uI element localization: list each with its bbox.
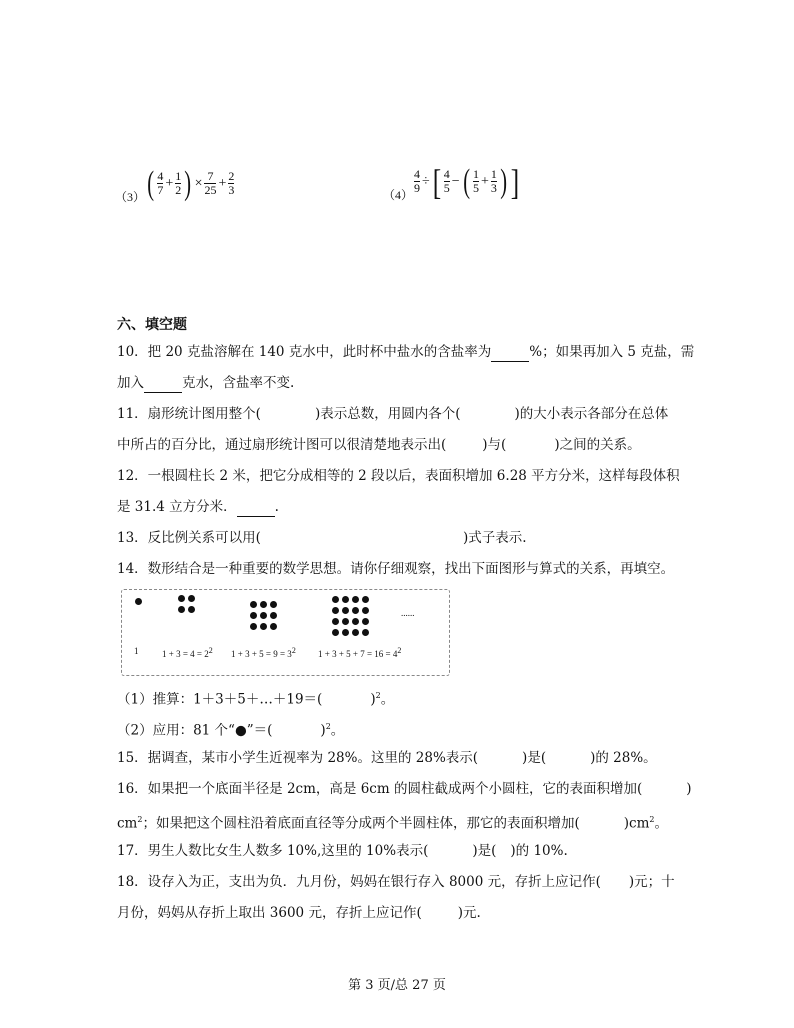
operator: +	[480, 173, 489, 189]
question-13: 13．反比例关系可以用( )式子表示.	[117, 530, 527, 546]
fraction: $\frac{1}{3}$	[490, 167, 497, 195]
question-17: 17．男生人数比女生人数多 10%,这里的 10%表示( )是( )的 10%.	[117, 843, 568, 859]
dot	[352, 629, 359, 636]
dot	[270, 612, 277, 619]
figure-caption: $1 + 3 = 4 = 2^2$	[162, 646, 213, 659]
dot	[362, 596, 369, 603]
question-18-line-1: 18．设存入为正，支出为负．九月份，妈妈在银行存入 8000 元，存折上应记作( )元；十	[117, 874, 675, 890]
fraction: $\frac{1}{5}$	[472, 167, 479, 195]
answer-blank[interactable]	[237, 498, 275, 517]
question-14-part-2: （2）应用：81 个“●”＝( )$^2$。	[117, 722, 345, 739]
dot	[250, 601, 257, 608]
dot	[352, 618, 359, 625]
dot	[332, 596, 339, 603]
question-14-line-1: 14．数形结合是一种重要的数学思想。请你仔细观察，找出下面图形与算式的关系，再填空。	[117, 561, 675, 577]
dot	[178, 606, 185, 613]
answer-blank[interactable]	[491, 343, 529, 362]
section-heading: 六、填空题	[117, 317, 187, 333]
figure-caption: $1 + 3 + 5 + 7 = 16 = 4^2$	[318, 646, 402, 659]
operator: +	[218, 175, 227, 191]
dot	[352, 596, 359, 603]
question-11-line-1: 11．扇形统计图用整个( )表示总数，用圆内各个( )的大小表示各部分在总体	[117, 406, 669, 422]
dot	[260, 601, 267, 608]
expression-4	[383, 160, 521, 203]
dot	[135, 598, 142, 605]
dot	[342, 607, 349, 614]
dot	[260, 623, 267, 630]
question-18-line-2: 月份，妈妈从存折上取出 3600 元，存折上应记作( )元.	[117, 905, 481, 921]
fraction: $\frac{7}{25}$	[204, 169, 217, 197]
question-12-line-2: 是 31.4 立方分米． .	[117, 499, 279, 515]
fraction: $\frac{4}{9}$	[414, 167, 421, 195]
dot	[352, 607, 359, 614]
question-11-line-2: 中所占的百分比，通过扇形统计图可以很清楚地表示出( )与( )之间的关系。	[117, 437, 641, 453]
question-14-part-1: （1）推算：1＋3＋5＋…＋19＝( )$^2$。	[117, 691, 395, 708]
question-16-line-1: 16．如果把一个底面半径是 2cm，高是 6cm 的圆柱截成两个小圆柱，它的表面积增加( )	[117, 781, 692, 797]
right-bracket: ]	[510, 161, 520, 202]
figure-caption: 1	[134, 646, 139, 656]
left-paren: (	[462, 162, 470, 200]
dot	[362, 607, 369, 614]
expression-label: （4）	[383, 188, 414, 202]
dot	[178, 595, 185, 602]
fraction: $\frac{4}{5}$	[443, 167, 450, 195]
dot	[270, 623, 277, 630]
ellipsis: ......	[401, 608, 415, 618]
dot	[260, 612, 267, 619]
operator: ×	[194, 175, 203, 191]
question-10-line-1: 10．把 20 克盐溶解在 140 克水中，此时杯中盐水的含盐率为 %；如果再加入 5 克盐，需	[117, 344, 695, 360]
page-footer: 第 3 页/总 27 页	[348, 978, 446, 993]
fraction: $\frac{4}{7}$	[157, 169, 164, 197]
question-16-line-2: $cm^2$；如果把这个圆柱沿着底面直径等分成两个半圆柱体，那它的表面积增加( )$cm^2$。	[117, 815, 668, 832]
left-bracket: [	[432, 161, 441, 202]
fraction: $\frac{1}{2}$	[175, 169, 182, 197]
dot	[342, 618, 349, 625]
dot	[342, 629, 349, 636]
fraction: $\frac{2}{3}$	[228, 169, 235, 197]
dot	[188, 595, 195, 602]
dot	[270, 601, 277, 608]
figure-caption: $1 + 3 + 5 = 9 = 3^2$	[231, 646, 296, 659]
operator: ÷	[422, 173, 430, 189]
dot	[362, 629, 369, 636]
question-10-line-2: 加入 克水，含盐率不变.	[117, 375, 295, 391]
dot	[362, 618, 369, 625]
dot-pattern-figure	[121, 589, 450, 676]
right-paren: )	[184, 164, 192, 202]
left-paren: (	[147, 164, 155, 202]
dot	[250, 612, 257, 619]
dot	[250, 623, 257, 630]
right-paren: )	[500, 162, 507, 200]
dot	[332, 607, 339, 614]
expression-3	[115, 162, 235, 205]
dot	[188, 606, 195, 613]
question-12-line-1: 12．一根圆柱长 2 米，把它分成相等的 2 段以后，表面积增加 6.28 平方分米，这样每段体积	[117, 468, 680, 484]
answer-blank[interactable]	[144, 374, 182, 393]
question-15: 15．据调查，某市小学生近视率为 28%。这里的 28%表示( )是( )的 28%。	[117, 750, 657, 766]
dot	[342, 596, 349, 603]
expression-label: （3）	[115, 190, 146, 204]
dot	[332, 629, 339, 636]
dot	[332, 618, 339, 625]
operator: −	[451, 173, 460, 189]
operator: +	[165, 175, 174, 191]
